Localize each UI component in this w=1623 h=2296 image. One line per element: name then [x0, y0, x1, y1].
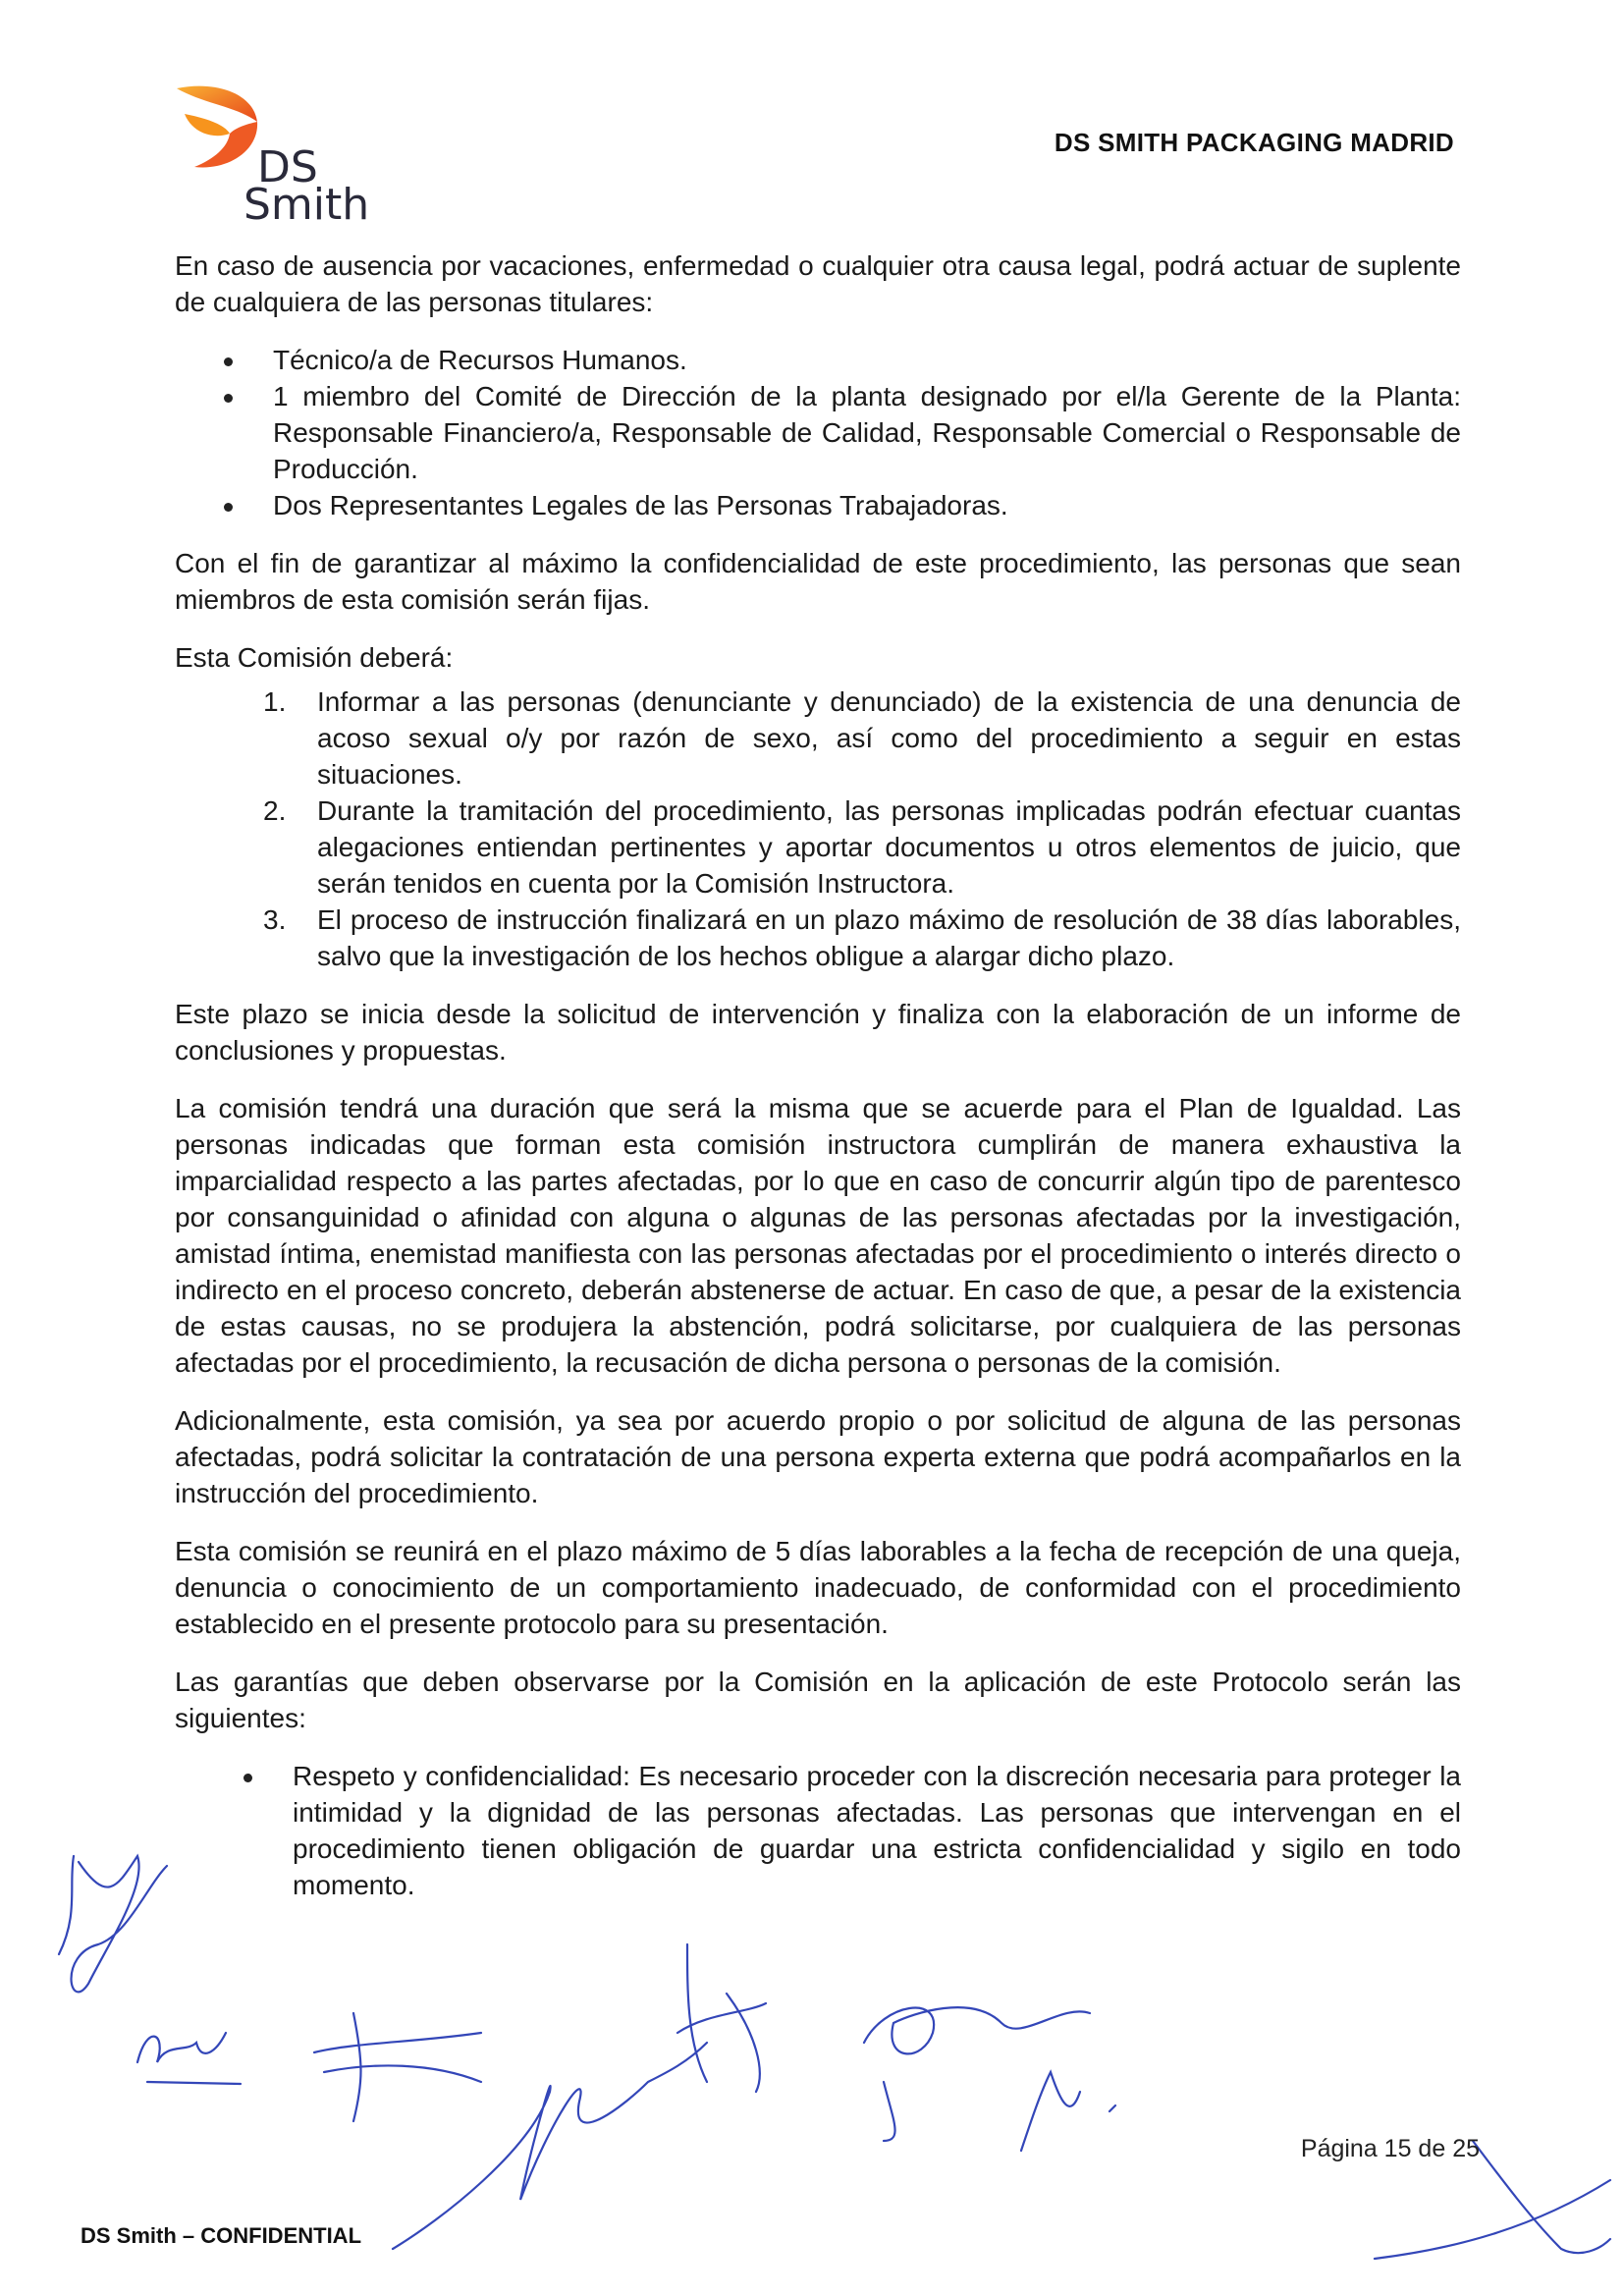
signature-1 — [72, 1856, 168, 1992]
duration-paragraph: La comisión tendrá una duración que será la misma que se acuerde para el Plan de Igualdad. Las personas indicadas que forman esta comisión instructora cumplirán de manera exhaustiva la imparcialidad respecto a las partes afectadas, por lo que en caso de concurrir algún tipo de parentesco por consanguinidad o afinidad con alguna o algunas de las personas afectadas por la investigación, amistad íntima, enemistad manifiesta con las personas afectadas por el procedimiento o interés directo o indirecto en el proceso concreto, deberán abstenerse de actuar. En caso de que, a pesar de la existencia de estas causas, no se produjera la abstención, podrá solicitarse, por cualquiera de las personas afectadas por el procedimiento, la recusación de dicha persona o personas de la comisión. — [175, 1093, 1461, 1378]
intro-paragraph: En caso de ausencia por vacaciones, enfermedad o cualquier otra causa legal, podrá actuar de suplente de cualquiera de las personas titulares: — [175, 250, 1461, 317]
bullet-icon — [224, 357, 233, 366]
signature-4 — [393, 2043, 707, 2249]
signature-6 — [864, 2007, 1090, 2141]
signature-1-stroke — [59, 1856, 74, 1954]
list-item: 3. El proceso de instrucción finalizará en un plazo máximo de resolución de 38 días laborables, salvo que la investigación de los hechos obligue a alargar dicho plazo. — [263, 904, 1461, 971]
meeting-paragraph: Esta comisión se reunirá en el plazo máximo de 5 días laborables a la fecha de recepción de una queja, denuncia o conocimiento de un comportamiento inadecuado, de conformidad con el procedimiento establecido en el presente protocolo para su presentación. — [175, 1536, 1461, 1639]
signature-7 — [1021, 2072, 1115, 2151]
confidentiality-paragraph: Con el fin de garantizar al máximo la confidencialidad de este procedimiento, las personas que sean miembros de esta comisión serán fijas. — [175, 548, 1461, 615]
company-header: DS SMITH PACKAGING MADRID — [1054, 128, 1454, 157]
list-item: 2. Durante la tramitación del procedimiento, las personas implicadas podrán efectuar cuantas alegaciones entiendan pertinentes y aportar documentos u otros elementos de juicio, que serán tenidos en cuenta por la Comisión Instructora. — [263, 795, 1461, 899]
list-item: 1. Informar a las personas (denunciante y denunciado) de la existencia de una denuncia de acoso sexual o/y por razón de sexo, así como del procedimiento a seguir en estas situaciones. — [263, 686, 1461, 790]
signature-2 — [137, 2033, 241, 2084]
substitutes-list — [175, 342, 1461, 523]
logo-line-ds: DS — [257, 142, 318, 192]
bullet-icon — [243, 1774, 252, 1782]
guarantees-intro: Las garantías que deben observarse por la Comisión en la aplicación de este Protocolo serán las siguientes: — [175, 1667, 1461, 1733]
list-item: Respeto y confidencialidad: Es necesario proceder con la discreción necesaria para proteger la intimidad y la dignidad de las personas afectadas. Las personas que intervengan en el procedimiento tienen obligación de guardar una estricta confidencialidad y sigilo en todo momento. — [293, 1758, 1461, 1903]
list-item: Técnico/a de Recursos Humanos. — [273, 342, 1461, 378]
document-body — [175, 247, 1461, 1925]
ds-smith-logo — [175, 84, 371, 230]
logo-line-smith: Smith — [243, 180, 370, 230]
duties-list — [175, 683, 1461, 974]
term-paragraph: Este plazo se inicia desde la solicitud de intervención y finaliza con la elaboración de un informe de conclusiones y propuestas. — [175, 999, 1461, 1066]
signature-3 — [314, 2013, 481, 2121]
page-number: Página 15 de 25 — [1300, 2135, 1480, 2162]
expert-paragraph: Adicionalmente, esta comisión, ya sea por acuerdo propio o por solicitud de alguna de las personas afectadas, podrá solicitar la contratación de una persona experta externa que podrá acompañarlos en la instrucción del procedimiento. — [175, 1405, 1461, 1508]
bullet-icon — [224, 503, 233, 512]
list-item: Dos Representantes Legales de las Personas Trabajadoras. — [273, 487, 1461, 523]
bullet-icon — [224, 394, 233, 403]
confidential-footer: DS Smith – CONFIDENTIAL — [81, 2223, 362, 2248]
signature-strokes — [59, 1856, 1610, 2259]
duties-intro: Esta Comisión deberá: — [175, 642, 454, 673]
list-item: 1 miembro del Comité de Dirección de la planta designado por el/la Gerente de la Planta: Responsable Financiero/a, Responsable de Calidad, Responsable Comercial o Responsable de Producción. — [273, 378, 1461, 487]
logo-wordmark — [243, 142, 370, 230]
signature-5 — [677, 1944, 766, 2092]
